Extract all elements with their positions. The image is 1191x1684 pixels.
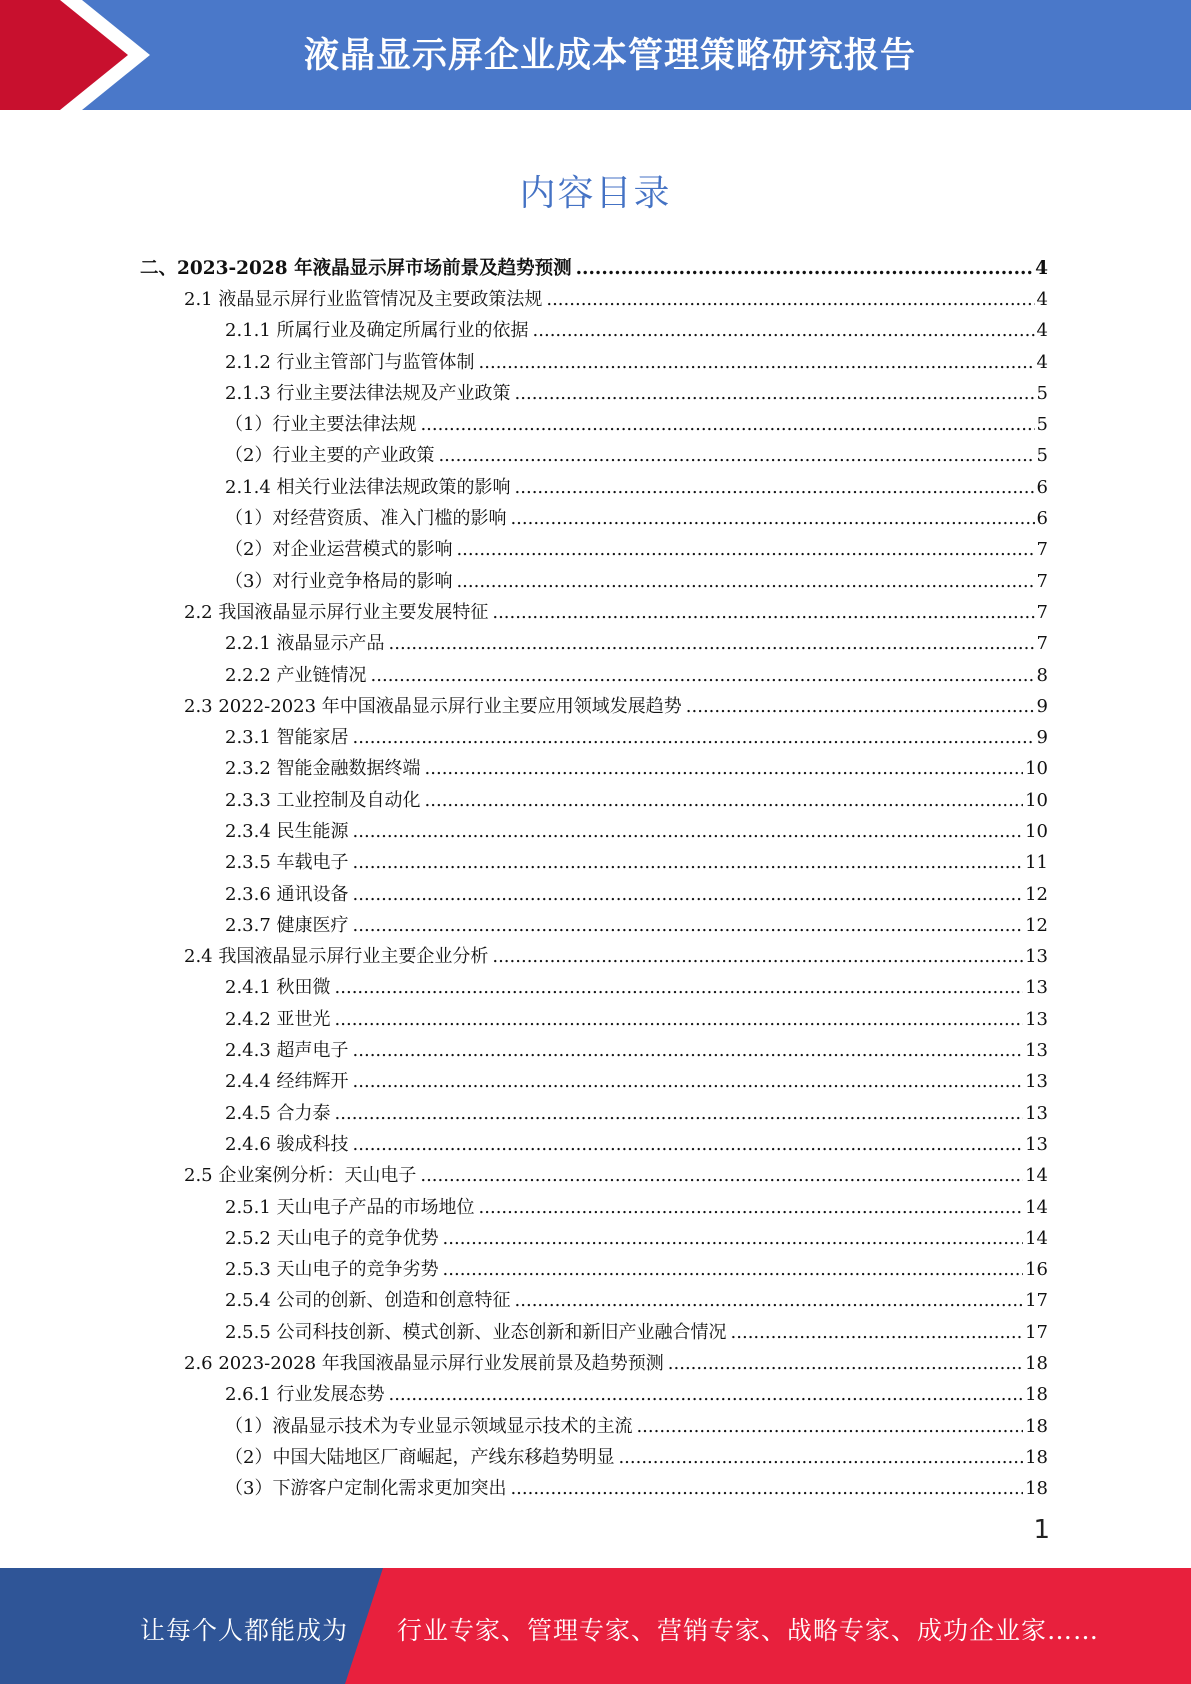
toc-entry-page: 8: [1036, 664, 1048, 686]
toc-entry-page: 13: [1025, 1071, 1048, 1093]
toc-entry[interactable]: [140, 816, 1048, 847]
toc-entry[interactable]: [140, 1442, 1048, 1473]
toc-entry-text: 2.5.5 公司科技创新、模式创新、业态创新和新旧产业融合情况: [225, 1321, 727, 1343]
toc-dot-leader: [335, 977, 1024, 999]
toc-entry[interactable]: [140, 566, 1048, 597]
toc-entry[interactable]: [140, 691, 1048, 722]
toc-entry[interactable]: [140, 472, 1048, 503]
toc-entry[interactable]: [140, 1004, 1048, 1035]
toc-entry-text: 2.3.5 车载电子: [225, 852, 349, 874]
header-chevron-decoration: [0, 0, 150, 110]
toc-dot-leader: [510, 508, 1034, 530]
toc-entry-page: 6: [1036, 476, 1048, 498]
toc-entry-text: 2.4.1 秋田微: [225, 977, 331, 999]
toc-entry-page: 18: [1025, 1415, 1048, 1437]
toc-entry-text: 2.1 液晶显示屏行业监管情况及主要政策法规: [184, 288, 543, 310]
toc-entry[interactable]: [140, 1348, 1048, 1379]
toc-dot-leader: [456, 571, 1034, 593]
toc-dot-leader: [533, 320, 1035, 342]
toc-entry-text: 2.5.3 天山电子的竞争劣势: [225, 1259, 439, 1281]
toc-dot-leader: [353, 1040, 1024, 1062]
toc-dot-leader: [425, 758, 1024, 780]
toc-dot-leader: [371, 665, 1035, 687]
toc-entry[interactable]: [140, 1286, 1048, 1317]
toc-entry-page: 18: [1025, 1384, 1048, 1406]
toc-entry[interactable]: [140, 785, 1048, 816]
toc-entry-text: 2.4.4 经纬辉开: [225, 1071, 349, 1093]
toc-entry-page: 14: [1025, 1227, 1048, 1249]
toc-entry-page: 4: [1036, 351, 1048, 373]
toc-entry[interactable]: [140, 722, 1048, 753]
report-footer-band: [0, 1568, 1191, 1684]
toc-entry-page: 13: [1025, 1133, 1048, 1155]
toc-dot-leader: [456, 539, 1034, 561]
toc-entry-text: 2.6.1 行业发展态势: [225, 1384, 385, 1406]
toc-entry-page: 17: [1025, 1321, 1048, 1343]
toc-dot-leader: [546, 289, 1034, 311]
toc-dot-leader: [353, 852, 1024, 874]
toc-entry[interactable]: [140, 1067, 1048, 1098]
toc-entry-page: 5: [1036, 382, 1048, 404]
toc-dot-leader: [686, 696, 1035, 718]
toc-entry-page: 7: [1036, 570, 1048, 592]
toc-entry-page: 16: [1025, 1259, 1048, 1281]
toc-entry-text: （3）下游客户定制化需求更加突出: [225, 1478, 507, 1500]
toc-entry-text: 2.3.3 工业控制及自动化: [225, 789, 421, 811]
toc-dot-leader: [389, 1384, 1024, 1406]
toc-heading: 内容目录: [519, 173, 672, 214]
toc-dot-leader: [425, 790, 1024, 812]
toc-entry-text: 2.4.5 合力泰: [225, 1102, 331, 1124]
toc-entry-text: 二、2023-2028 年液晶显示屏市场前景及趋势预测: [140, 257, 572, 279]
toc-entry[interactable]: [140, 1380, 1048, 1411]
table-of-contents: [140, 253, 1048, 1505]
toc-entry-page: 14: [1025, 1165, 1048, 1187]
toc-dot-leader: [515, 383, 1035, 405]
toc-entry-page: 12: [1025, 914, 1048, 936]
toc-entry-text: 2.2 我国液晶显示屏行业主要发展特征: [184, 601, 489, 623]
toc-entry-text: 2.3.2 智能金融数据终端: [225, 758, 421, 780]
toc-entry[interactable]: [140, 1411, 1048, 1442]
toc-dot-leader: [731, 1322, 1024, 1344]
toc-entry-page: 17: [1025, 1290, 1048, 1312]
toc-entry[interactable]: [140, 316, 1048, 347]
footer-slogan-right: 行业专家、管理专家、营销专家、战略专家、成功企业家……: [397, 1616, 1100, 1645]
toc-entry-page: 18: [1025, 1353, 1048, 1375]
toc-entry-text: 2.3.6 通讯设备: [225, 883, 349, 905]
toc-entry-page: 9: [1036, 727, 1048, 749]
toc-dot-leader: [420, 1165, 1023, 1187]
toc-entry[interactable]: [140, 879, 1048, 910]
toc-entry[interactable]: [140, 284, 1048, 315]
toc-entry-text: 2.1.3 行业主要法律法规及产业政策: [225, 382, 511, 404]
toc-dot-leader: [438, 445, 1034, 467]
toc-dot-leader: [576, 258, 1034, 280]
toc-dot-leader: [335, 1009, 1024, 1031]
toc-entry[interactable]: [140, 347, 1048, 378]
toc-entry[interactable]: [140, 1317, 1048, 1348]
toc-entry[interactable]: [140, 1474, 1048, 1505]
toc-entry-text: 2.5.4 公司的创新、创造和创意特征: [225, 1290, 511, 1312]
toc-dot-leader: [515, 477, 1035, 499]
toc-entry[interactable]: [140, 1035, 1048, 1066]
toc-entry-page: 5: [1036, 445, 1048, 467]
toc-entry-page: 7: [1036, 633, 1048, 655]
toc-entry-page: 9: [1036, 695, 1048, 717]
toc-dot-leader: [420, 414, 1034, 436]
toc-entry[interactable]: [140, 1161, 1048, 1192]
toc-entry-page: 18: [1025, 1478, 1048, 1500]
toc-entry-text: 2.4.2 亚世光: [225, 1008, 331, 1030]
toc-entry-text: （2）行业主要的产业政策: [225, 445, 435, 467]
toc-entry-text: 2.4.6 骏成科技: [225, 1133, 349, 1155]
toc-entry-text: 2.6 2023-2028 年我国液晶显示屏行业发展前景及趋势预测: [184, 1353, 664, 1375]
toc-dot-leader: [335, 1103, 1024, 1125]
toc-entry-text: （3）对行业竞争格局的影响: [225, 570, 453, 592]
toc-dot-leader: [510, 1478, 1023, 1500]
report-header-band: [0, 0, 1191, 110]
toc-entry-page: 6: [1036, 508, 1048, 530]
toc-dot-leader: [479, 1197, 1024, 1219]
toc-entry-page: 5: [1036, 414, 1048, 436]
toc-entry-page: 13: [1025, 1008, 1048, 1030]
toc-entry-text: 2.5.2 天山电子的竞争优势: [225, 1227, 439, 1249]
toc-dot-leader: [353, 884, 1024, 906]
toc-entry-page: 4: [1035, 257, 1048, 279]
toc-dot-leader: [618, 1447, 1023, 1469]
toc-dot-leader: [353, 821, 1024, 843]
toc-entry[interactable]: [140, 848, 1048, 879]
toc-entry-page: 13: [1025, 946, 1048, 968]
toc-entry-page: 4: [1036, 320, 1048, 342]
toc-dot-leader: [515, 1290, 1024, 1312]
toc-entry[interactable]: [140, 629, 1048, 660]
toc-entry-text: 2.5 企业案例分析：天山电子: [184, 1165, 417, 1187]
toc-entry-text: （1）液晶显示技术为专业显示领域显示技术的主流: [225, 1415, 633, 1437]
toc-dot-leader: [353, 727, 1035, 749]
toc-entry-page: 10: [1025, 820, 1048, 842]
toc-entry[interactable]: [140, 942, 1048, 973]
toc-entry[interactable]: [140, 754, 1048, 785]
toc-entry-text: 2.3.1 智能家居: [225, 727, 349, 749]
toc-dot-leader: [353, 1134, 1024, 1156]
toc-entry[interactable]: [140, 503, 1048, 534]
toc-entry-page: 13: [1025, 1040, 1048, 1062]
toc-entry-text: （2）对企业运营模式的影响: [225, 539, 453, 561]
toc-entry-text: 2.2.1 液晶显示产品: [225, 633, 385, 655]
toc-entry[interactable]: [140, 1129, 1048, 1160]
toc-entry[interactable]: [140, 441, 1048, 472]
toc-entry-text: 2.4.3 超声电子: [225, 1040, 349, 1062]
toc-entry-page: 13: [1025, 1102, 1048, 1124]
toc-entry-page: 11: [1025, 852, 1048, 874]
toc-entry[interactable]: [140, 378, 1048, 409]
toc-entry-page: 7: [1036, 601, 1048, 623]
toc-entry[interactable]: [140, 1223, 1048, 1254]
toc-entry[interactable]: [140, 253, 1048, 284]
toc-entry-text: 2.1.2 行业主管部门与监管体制: [225, 351, 475, 373]
toc-entry-page: 13: [1025, 977, 1048, 999]
toc-entry-text: 2.4 我国液晶显示屏行业主要企业分析: [184, 946, 489, 968]
toc-entry-text: 2.5.1 天山电子产品的市场地位: [225, 1196, 475, 1218]
toc-dot-leader: [479, 352, 1035, 374]
toc-entry-page: 10: [1025, 789, 1048, 811]
footer-slogan-left: 让每个人都能成为: [140, 1616, 349, 1645]
toc-dot-leader: [492, 602, 1034, 624]
toc-entry[interactable]: [140, 1192, 1048, 1223]
toc-entry[interactable]: [140, 1098, 1048, 1129]
toc-entry[interactable]: [140, 409, 1048, 440]
toc-entry-page: 7: [1036, 539, 1048, 561]
toc-entry[interactable]: [140, 910, 1048, 941]
toc-entry-text: 2.2.2 产业链情况: [225, 664, 367, 686]
toc-entry[interactable]: [140, 660, 1048, 691]
toc-entry-text: （2）中国大陆地区厂商崛起，产线东移趋势明显: [225, 1446, 615, 1468]
toc-entry[interactable]: [140, 597, 1048, 628]
toc-entry-page: 14: [1025, 1196, 1048, 1218]
toc-entry-page: 4: [1036, 288, 1048, 310]
page-number: 1: [1033, 1515, 1050, 1545]
toc-dot-leader: [353, 1071, 1024, 1093]
toc-entry-page: 18: [1025, 1446, 1048, 1468]
toc-dot-leader: [636, 1416, 1023, 1438]
toc-entry[interactable]: [140, 973, 1048, 1004]
toc-entry-text: 2.3.4 民生能源: [225, 820, 349, 842]
toc-entry-text: 2.3 2022-2023 年中国液晶显示屏行业主要应用领域发展趋势: [184, 695, 682, 717]
toc-dot-leader: [389, 633, 1035, 655]
toc-dot-leader: [668, 1353, 1023, 1375]
toc-entry-text: 2.1.4 相关行业法律法规政策的影响: [225, 476, 511, 498]
toc-dot-leader: [443, 1228, 1024, 1250]
toc-entry[interactable]: [140, 1255, 1048, 1286]
toc-dot-leader: [492, 946, 1023, 968]
toc-entry-text: 2.3.7 健康医疗: [225, 914, 349, 936]
toc-entry[interactable]: [140, 535, 1048, 566]
toc-entry-text: 2.1.1 所属行业及确定所属行业的依据: [225, 320, 529, 342]
toc-entry-text: （1）对经营资质、准入门槛的影响: [225, 508, 507, 530]
toc-dot-leader: [353, 915, 1024, 937]
report-title: 液晶显示屏企业成本管理策略研究报告: [303, 36, 916, 76]
toc-entry-page: 12: [1025, 883, 1048, 905]
toc-entry-page: 10: [1025, 758, 1048, 780]
toc-dot-leader: [443, 1259, 1024, 1281]
toc-entry-text: （1）行业主要法律法规: [225, 414, 417, 436]
